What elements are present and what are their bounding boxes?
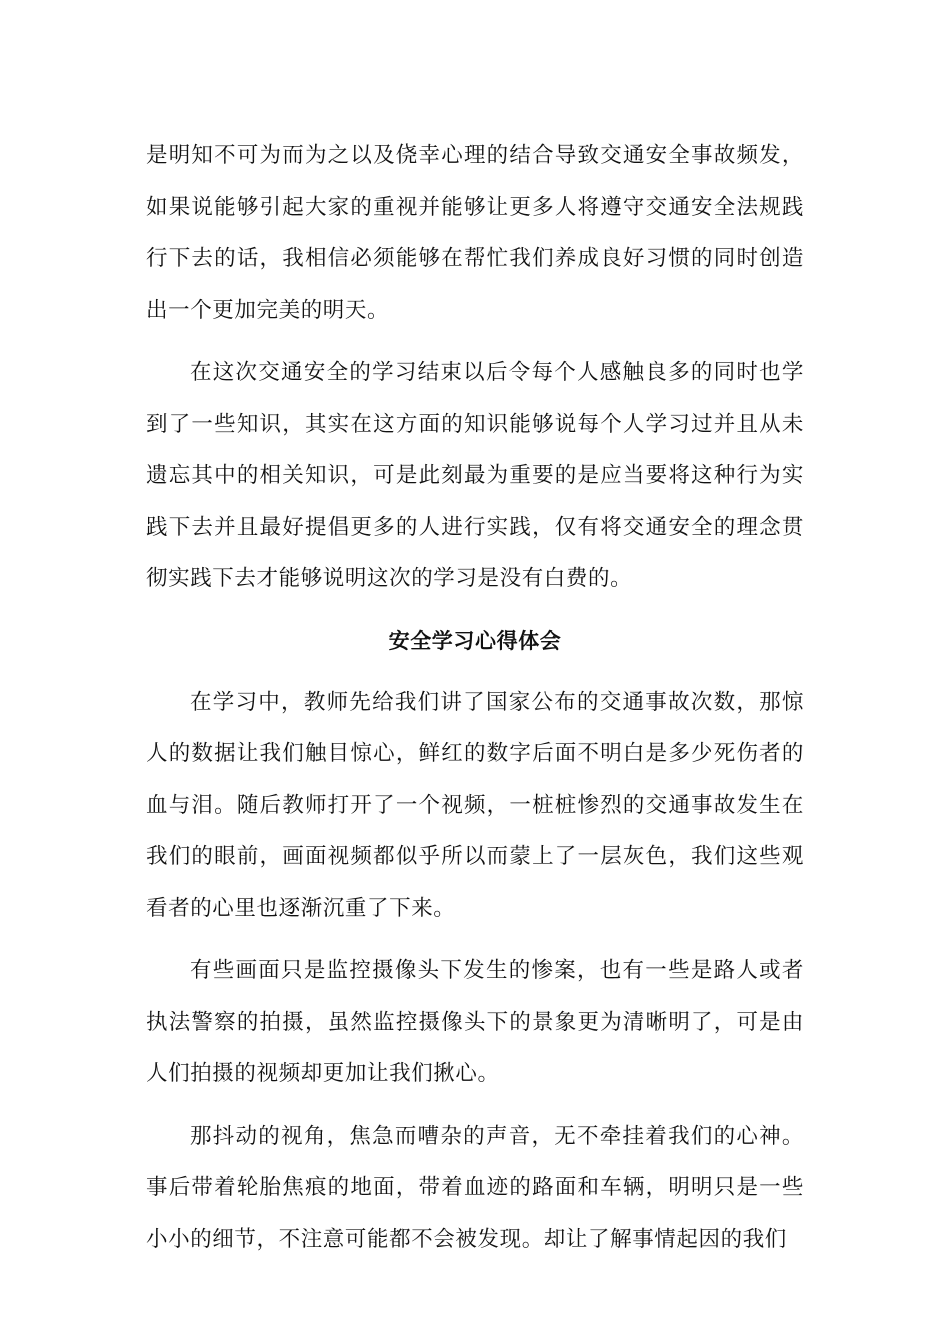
- document-page: [146, 130, 804, 1265]
- paragraph-3: 在学习中，教师先给我们讲了国家公布的交通事故次数，那惊人的数据让我们触目惊心，鲜红的数字后面不明白是多少死伤者的血与泪。随后教师打开了一个视频，一桩桩惨烈的交通事故发生在我们的眼前，画面视频都似乎所以而蒙上了一层灰色，我们这些观看者的心里也逐渐沉重了下来。: [146, 689, 804, 921]
- paragraph-2: 在这次交通安全的学习结束以后令每个人感触良多的同时也学到了一些知识，其实在这方面的知识能够说每个人学习过并且从未遗忘其中的相关知识，可是此刻最为重要的是应当要将这种行为实践下去并且最好提倡更多的人进行实践，仅有将交通安全的理念贯彻实践下去才能够说明这次的学习是没有白费的。: [146, 360, 804, 591]
- paragraph-1: 是明知不可为而为之以及侥幸心理的结合导致交通安全事故频发，如果说能够引起大家的重视并能够让更多人将遵守交通安全法规践行下去的话，我相信必须能够在帮忙我们养成良好习惯的同时创造出一个更加完美的明天。: [146, 143, 804, 323]
- paragraph-5: 那抖动的视角，焦急而嘈杂的声音，无不牵挂着我们的心神。事后带着轮胎焦痕的地面，带着血迹的路面和车辆，明明只是一些小小的细节，不注意可能都不会被发现。却让了解事情起因的我们: [146, 1123, 804, 1252]
- paragraph-4: 有些画面只是监控摄像头下发生的惨案，也有一些是路人或者执法警察的拍摄，虽然监控摄像头下的景象更为清晰明了，可是由人们拍摄的视频却更加让我们揪心。: [146, 958, 804, 1086]
- section-heading: 安全学习心得体会: [388, 628, 562, 653]
